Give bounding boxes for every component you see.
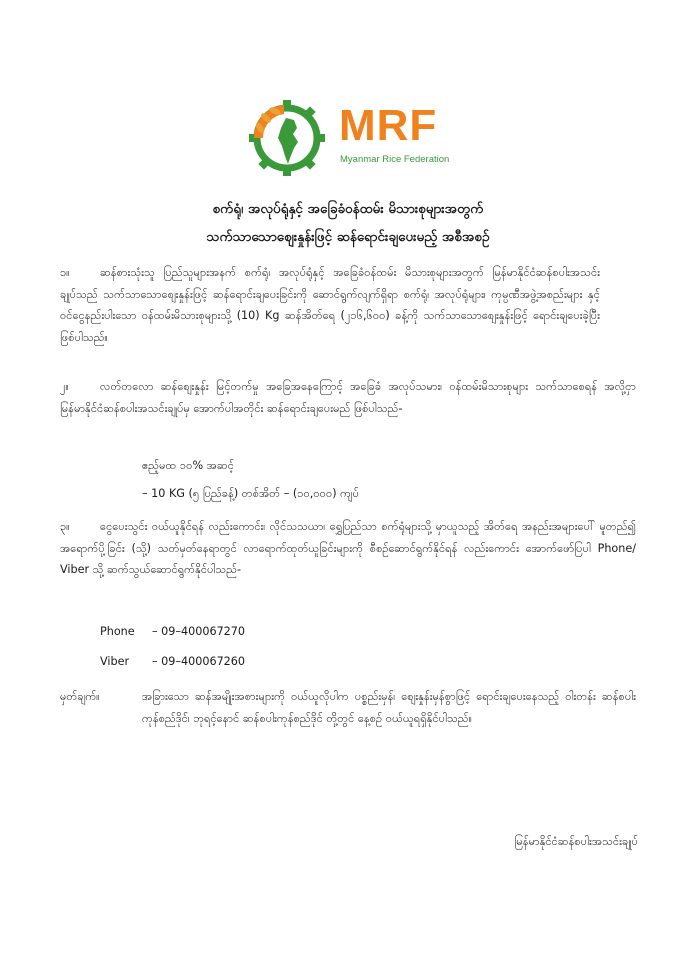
note-text: အခြားသော ဆန်အမျိုးအစားများကို ဝယ်ယူလိုပါက ပစ္စည်းမှန်၊ စျေးနှုန်းမှန်စွာဖြင့် ရောင်းချပေးနေသည့် ဝါးတန်း ဆန်စပါးကုန်စည်ဒိုင်၊ ဘုရင့်နောင် ဆန်စပါးကုန်စည်ဒိုင် တို့တွင် နေ့စဉ် ဝယ်ယူရရှိနိုင်ပါသည်။ [142,690,636,725]
phone-contact [100,622,245,642]
signature: မြန်မာနိုင်ငံဆန်စပါးအသင်းချုပ် [514,835,638,848]
offer-grade: ဧည့်မထ ၁၀% အဆင့် [142,459,234,472]
brand-subtitle: Myanmar Rice Federation [340,154,450,165]
rice-gear-emblem-icon [244,98,330,178]
document-title-line-2: သက်သာသောစျေးနှုန်းဖြင့် ဆန်ရောင်းချပေးမည့် အစီအစဉ် [206,229,490,245]
viber-label: Viber [100,655,130,668]
viber-contact [100,652,245,672]
offer-price: – 10 KG (၅ ပြည်ခန့်) တစ်အိတ် – (၁၀,၀၀၀) ကျပ် [142,487,359,500]
document-title-line-1: စက်ရုံ၊ အလုပ်ရုံနှင့် အခြေခံဝန်ထမ်း မိသားစုများအတွက် [212,201,484,217]
note-label: မှတ်ချက်။ [60,690,100,703]
phone-number: – 09–400067270 [152,625,246,638]
section-3-text: ငွေပေးသွင်း ဝယ်ယူနိုင်ရန် လည်းကောင်း၊ လိုင်သသယာ၊ ရွှေပြည်သာ စက်ရုံများသို့ မှာယူသည့် အိတ်ရေ အနည်းအများပေါ် မူတည်၍ အရောက်ပို့ခြင်း (သို့) သတ်မှတ်နေရာတွင် လာရောက်ထုတ်ယူခြင်းများကို စီစဉ်ဆောင်ရွက်နိုင်ရန် လည်းကောင်း အောက်ဖော်ပြပါ Phone/ Viber သို့ ဆက်သွယ်ဆောင်ရွက်နိုင်ပါသည်- [60,520,636,576]
section-1-text: ဆန်စားသုံးသူ ပြည်သူများအနက် စက်ရုံ၊ အလုပ်ရုံနှင့် အခြေခံဝန်ထမ်း မိသားစုများအတွက် မြန်မာနိုင်ငံဆန်စပါးအသင်းချုပ်သည် သက်သာသောစျေးနှုန်းဖြင့် ဆန်ရောင်းချပေးခြင်းကို ဆောင်ရွက်လျက်ရှိရာ စက်ရုံ၊ အလုပ်ရုံများ၊ ကုမ္ပဏီအဖွဲ့အစည်းများ နှင့် ဝင်ငွေနည်းပါးသော ဝန်ထမ်းမိသားစုများသို့ (10) Kg ဆန်အိတ်ရေ (၂၁၆,၆၀၀) ခန့်ကို သက်သာသောစျေးနှုန်းဖြင့် ရောင်းချပေးခဲ့ပြီး ဖြစ်ပါသည်။ [60,266,600,344]
section-1-number: ၁။ [60,266,70,279]
section-3-number: ၃။ [60,520,70,533]
section-2-number: ၂။ [60,380,69,393]
brand-name: MRF [339,101,438,150]
section-2-text: လတ်တလော ဆန်စျေးနှုန်း မြင့်တက်မှု အခြေအနေကြောင့် အခြေခံ အလုပ်သမား၊ ဝန်ထမ်းမိသားစုများ သက်သာစေရန် အလို့ငှာ မြန်မာနိုင်ငံဆန်စပါးအသင်းချုပ်မှ အောက်ပါအတိုင်း ဆန်ရောင်းချပေးမည် ဖြစ်ပါသည်- [60,380,636,415]
mrf-logo [244,98,464,178]
viber-number: – 09–400067260 [152,655,246,668]
phone-label: Phone [100,625,135,638]
